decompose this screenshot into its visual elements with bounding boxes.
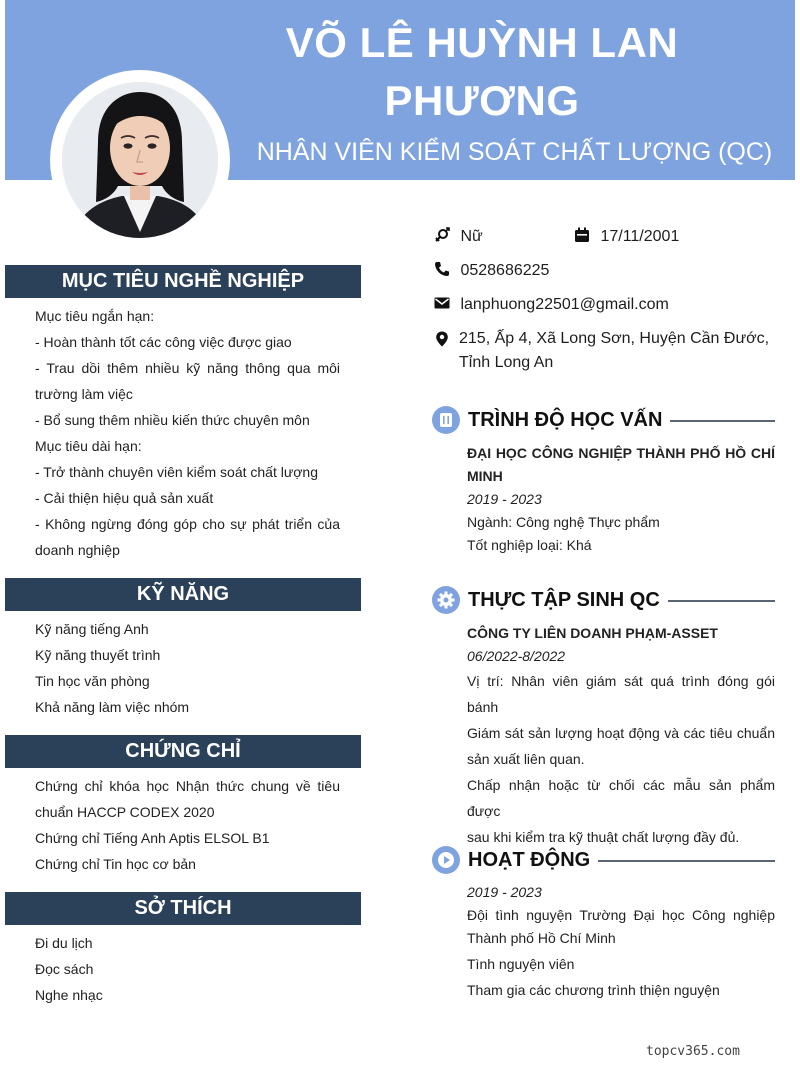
gender-icon <box>434 227 450 243</box>
certificate-line: Chứng chỉ Tiếng Anh Aptis ELSOL B1 <box>35 830 270 846</box>
activity-line: Tham gia các chương trình thiện nguyện <box>467 982 720 998</box>
skill-item: Tin học văn phòng <box>35 673 150 689</box>
education-body <box>467 442 775 557</box>
activities-body <box>467 881 775 1002</box>
name-line-2: PHƯƠNG <box>384 77 580 124</box>
address-line-2: Tỉnh Long An <box>459 354 554 371</box>
hobby-item: Nghe nhạc <box>35 987 103 1003</box>
activity-line: Thành phố Hồ Chí Minh <box>467 930 616 946</box>
skill-item: Khả năng làm việc nhóm <box>35 699 190 715</box>
address-line-1: 215, Ấp 4, Xã Long Sơn, Huyện Cần Đước, <box>459 330 770 347</box>
objective-line: - Trở thành chuyên viên kiểm soát chất lượng <box>35 464 318 480</box>
job-title: NHÂN VIÊN KIỂM SOÁT CHẤT LƯỢNG (QC) <box>256 138 773 166</box>
phone-icon <box>434 261 450 277</box>
contact-birthday <box>574 225 679 249</box>
school-line-2: MINH <box>467 468 503 484</box>
candidate-name <box>232 14 732 130</box>
experience-line: bánh <box>467 699 499 715</box>
avatar <box>62 82 218 238</box>
education-period: 2019 - 2023 <box>467 491 542 507</box>
activity-line: Đội tình nguyện Trường Đại học Công nghiệp <box>467 907 775 923</box>
skills-header: KỸ NĂNG <box>5 578 361 611</box>
experience-period: 06/2022-8/2022 <box>467 648 566 664</box>
experience-line: Chấp nhận hoặc từ chối các mẫu sản phẩm được <box>467 777 775 819</box>
activity-line: Tình nguyện viên <box>467 956 575 972</box>
activities-badge <box>432 846 460 874</box>
name-line-1: VÕ LÊ HUỲNH LAN <box>285 19 679 66</box>
objective-line: - Trau dồi thêm nhiều kỹ năng thông qua môi <box>35 360 340 376</box>
objective-line: trường làm việc <box>35 386 133 402</box>
objective-header: MỤC TIÊU NGHỀ NGHIỆP <box>5 265 361 298</box>
contact-email <box>434 293 669 317</box>
objective-line: Mục tiêu ngắn hạn: <box>35 308 155 324</box>
experience-badge <box>432 586 460 614</box>
activities-header <box>432 845 775 875</box>
education-icon <box>432 406 460 434</box>
experience-body <box>467 622 775 850</box>
hobby-item: Đi du lịch <box>35 935 93 951</box>
objective-list <box>35 303 340 563</box>
hobby-item: Đọc sách <box>35 961 94 977</box>
gear-icon <box>432 586 460 614</box>
activities-period: 2019 - 2023 <box>467 884 542 900</box>
experience-line: Vị trí: Nhân viên giám sát quá trình đóng gói <box>467 673 775 689</box>
location-pin-icon <box>434 331 450 347</box>
objective-line: - Hoàn thành tốt các công việc được giao <box>35 334 292 350</box>
experience-line: sau khi kiểm tra kỹ thuật chất lượng đầy đủ. <box>467 829 740 845</box>
education-title: TRÌNH ĐỘ HỌC VẤN <box>468 405 670 435</box>
email-value: lanphuong22501@gmail.com <box>460 296 669 313</box>
gender-value: Nữ <box>460 228 483 245</box>
school-line-1: ĐẠI HỌC CÔNG NGHIỆP THÀNH PHỐ HỒ CHÍ <box>467 445 775 461</box>
hobbies-header: SỞ THÍCH <box>5 892 361 925</box>
play-icon <box>432 846 460 874</box>
birthday-value: 17/11/2001 <box>600 228 680 245</box>
experience-header <box>432 585 775 615</box>
objective-line: Mục tiêu dài hạn: <box>35 438 142 454</box>
experience-line: sản xuất liên quan. <box>467 751 585 767</box>
contact-phone <box>434 259 549 283</box>
objective-line: doanh nghiệp <box>35 542 120 558</box>
objective-line: - Bổ sung thêm nhiều kiến thức chuyên môn <box>35 412 310 428</box>
phone-value: 0528686225 <box>460 262 550 279</box>
skill-item: Kỹ năng tiếng Anh <box>35 621 149 637</box>
objective-line: - Không ngừng đóng góp cho sự phát triển của <box>35 516 340 532</box>
hobbies-list <box>35 930 340 1008</box>
certificates-list <box>35 773 340 877</box>
section-rule <box>585 860 775 862</box>
certificate-line: chuẩn HACCP CODEX 2020 <box>35 804 215 820</box>
experience-line: Giám sát sản lượng hoạt động và các tiêu chuẩn <box>467 725 775 741</box>
watermark: topcv365.com <box>646 1044 740 1059</box>
certificate-line: Chứng chỉ Tin học cơ bản <box>35 856 196 872</box>
calendar-icon <box>574 227 590 243</box>
certificates-header: CHỨNG CHỈ <box>5 735 361 768</box>
activities-title: HOẠT ĐỘNG <box>468 845 598 875</box>
education-grade: Tốt nghiệp loại: Khá <box>467 537 592 553</box>
skills-list <box>35 616 340 720</box>
email-icon <box>434 295 450 311</box>
education-badge <box>432 406 460 434</box>
skill-item: Kỹ năng thuyết trình <box>35 647 161 663</box>
section-rule <box>655 420 775 422</box>
contact-address <box>434 327 784 375</box>
certificate-line: Chứng chỉ khóa học Nhận thức chung về tiêu <box>35 778 340 794</box>
education-major: Ngành: Công nghệ Thực phẩm <box>467 514 660 530</box>
profile-photo <box>62 82 218 238</box>
education-header <box>432 405 775 435</box>
company-name: CÔNG TY LIÊN DOANH PHẠM-ASSET <box>467 625 718 641</box>
objective-line: - Cải thiện hiệu quả sản xuất <box>35 490 214 506</box>
contact-gender <box>434 225 483 249</box>
experience-title: THỰC TẬP SINH QC <box>468 585 668 615</box>
